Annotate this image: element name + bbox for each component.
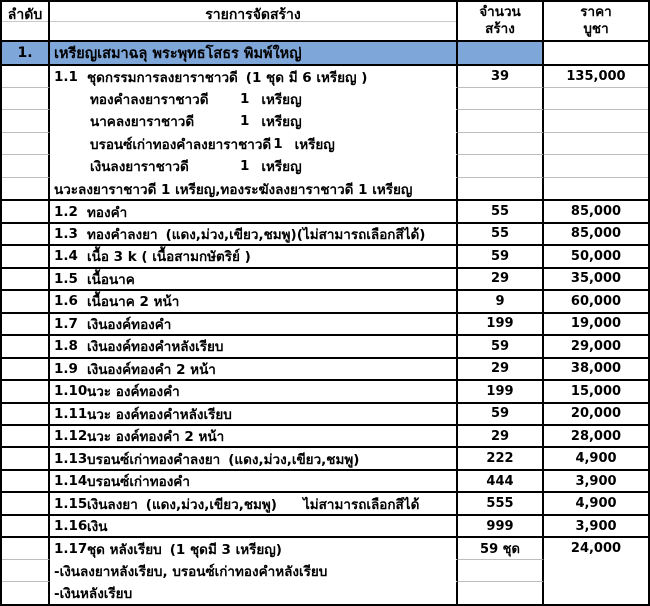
sub-item-row [2,109,648,131]
sub-item-unit: เหรียญ [261,91,302,108]
cell-description [50,446,458,468]
cell-order-no [2,581,50,603]
item-name: นวะ องค์ทองคำ 2 หน้า [87,429,225,446]
cell-price: 20,000 [544,402,648,424]
cell-quantity [458,581,544,603]
item-name: ทองคำลงยา [87,226,158,243]
item-row [2,222,648,244]
note-text: -เงินหลังเรียบ [54,585,133,602]
item-number: 1.17 [54,540,88,557]
item-note-extra: ไม่สามารถเลือกสีได้ [302,496,420,513]
cell-quantity: 59 [458,334,544,356]
cell-quantity: 29 [458,267,544,289]
sub-item-count: 1 [240,113,250,130]
cell-description [50,379,458,401]
cell-order-no [2,64,50,86]
item-name: ชุดกรรมการลงยาราชาวดี [87,69,238,86]
cell-order-no: 1. [2,42,50,64]
item-name: ทองคำ [87,204,128,221]
cell-price: 85,000 [544,222,648,244]
cell-description [50,402,458,424]
item-row [2,334,648,356]
cell-price: 28,000 [544,424,648,446]
cell-description [50,469,458,491]
cell-price [544,132,648,154]
item-number: 1.7 [54,315,78,332]
cell-price: 4,900 [544,491,648,513]
item-row [2,289,648,311]
item-note: (แดง,ม่วง,เขียว,ชมพู) [228,451,360,468]
note-text: นวะลงยาราชาวดี 1 เหรียญ,ทองระฆังลงยาราชาวดี 1 เหรียญ [54,181,413,198]
item-name: เงินองค์ทองคำหลังเรียบ [87,339,224,356]
item-name: เงินองค์ทองคำ [87,316,172,333]
section-title: เหรียญเสมาฉลุ พระพุทธโสธร พิมพ์ใหญ่ [54,45,302,62]
cell-price: 29,000 [544,334,648,356]
item-name: นวะ องค์ทองคำหลังเรียบ [87,406,232,423]
cell-description [50,514,458,536]
cell-quantity [458,42,544,64]
cell-price: 50,000 [544,244,648,266]
cell-price: 24,000 [544,536,648,558]
sub-item-count: 1 [240,158,250,175]
cell-description [50,109,458,131]
sub-item-name: ทองคำลงยาราชาวดี [90,91,209,108]
cell-quantity: 55 [458,222,544,244]
item-name: นวะ องค์ทองคำ [87,384,180,401]
cell-order-no [2,267,50,289]
cell-order-no [2,109,50,131]
item-name: เงินลงยา [87,496,138,513]
header-quantity-line2: สร้าง [485,21,515,37]
item-row [2,267,648,289]
cell-description [50,177,458,199]
sub-item-count: 1 [273,135,283,152]
cell-price [544,154,648,176]
cell-order-no [2,132,50,154]
cell-price: 85,000 [544,199,648,221]
cell-description [50,267,458,289]
cell-description [50,222,458,244]
sub-item-unit: เหรียญ [261,114,302,131]
item-row [2,244,648,266]
item-number: 1.13 [54,450,88,467]
item-number: 1.1 [54,68,78,85]
item-row [2,424,648,446]
item-note: (แดง,ม่วง,เขียว,ชมพู) [145,496,277,513]
cell-description [50,42,458,64]
cell-description [50,87,458,109]
cell-order-no [2,357,50,379]
cell-description [50,132,458,154]
cell-order-no [2,446,50,468]
cell-price [544,177,648,199]
cell-order-no [2,199,50,221]
cell-quantity: 59 [458,402,544,424]
item-number: 1.15 [54,495,88,512]
cell-description [50,154,458,176]
cell-price: 60,000 [544,289,648,311]
cell-order-no [2,491,50,513]
sub-item-row [2,132,648,154]
sub-item-name: เงินลงยาราชาวดี [90,159,189,176]
cell-order-no [2,312,50,334]
cell-quantity: 999 [458,514,544,536]
cell-order-no [2,289,50,311]
item-row [2,357,648,379]
cell-order-no [2,402,50,424]
item-number: 1.10 [54,383,88,400]
item-name: บรอนซ์เก่าทองคำลงยา [87,451,221,468]
item-name: เงินองค์ทองคำ 2 หน้า [87,361,216,378]
cell-description [50,491,458,513]
item-row [2,64,648,86]
cell-quantity: 444 [458,469,544,491]
header-description: รายการจัดสร้าง [50,2,458,40]
cell-price: 38,000 [544,357,648,379]
cell-quantity: 199 [458,312,544,334]
item-row [2,379,648,401]
cell-quantity: 555 [458,491,544,513]
cell-price [544,87,648,109]
item-note: (1 ชุด มี 6 เหรียญ ) [245,69,368,86]
cell-quantity: 59 ชุด [458,536,544,558]
cell-order-no [2,559,50,581]
item-row [2,469,648,491]
cell-order-no [2,244,50,266]
cell-description [50,424,458,446]
cell-price: 15,000 [544,379,648,401]
cell-price: 19,000 [544,312,648,334]
item-number: 1.8 [54,338,78,355]
sub-item-count: 1 [240,90,250,107]
footnote-row [2,559,648,581]
item-number: 1.11 [54,405,88,422]
cell-order-no [2,177,50,199]
cell-order-no [2,379,50,401]
table-header-row [2,2,648,42]
item-number: 1.9 [54,360,78,377]
cell-order-no [2,334,50,356]
item-name: เงิน [87,519,108,536]
cell-order-no [2,87,50,109]
cell-description [50,289,458,311]
cell-description [50,334,458,356]
sub-item-row [2,87,648,109]
cell-price: 3,900 [544,514,648,536]
item-row [2,402,648,424]
cell-order-no [2,424,50,446]
sub-item-name: นาคลงยาราชาวดี [90,114,195,131]
item-name: เนื้อ 3 k ( เนื้อสามกษัตริย์ ) [87,249,251,266]
cell-quantity: 199 [458,379,544,401]
cell-order-no [2,514,50,536]
cell-quantity [458,154,544,176]
header-order-no: ลำดับ [2,2,50,40]
item-number: 1.3 [54,225,78,242]
sub-item-row [2,154,648,176]
item-row [2,446,648,468]
cell-quantity [458,109,544,131]
cell-quantity: 39 [458,64,544,86]
header-price-line1: ราคา [580,4,612,20]
cell-quantity [458,177,544,199]
cell-description [50,536,458,558]
item-number: 1.16 [54,518,88,535]
item-name: บรอนซ์เก่าทองคำ [87,474,190,491]
cell-description [50,357,458,379]
sub-item-name: บรอนซ์เก่าทองคำลงยาราชาวดี [90,136,272,153]
cell-price: 35,000 [544,267,648,289]
item-number: 1.5 [54,270,78,287]
item-row [2,514,648,536]
cell-quantity: 222 [458,446,544,468]
section-row [2,42,648,64]
footnote-row [2,581,648,603]
item-name: เนื้อนาค [87,271,135,288]
item-note: (1 ชุดมี 3 เหรียญ) [169,541,282,558]
cell-quantity [458,132,544,154]
sub-item-unit: เหรียญ [261,159,302,176]
cell-order-no [2,536,50,558]
item-row [2,199,648,221]
header-quantity [458,2,544,40]
cell-quantity [458,87,544,109]
item-number: 1.4 [54,248,78,265]
item-number: 1.12 [54,428,88,445]
sub-note-row [2,177,648,199]
sub-item-unit: เหรียญ [294,136,335,153]
cell-description [50,312,458,334]
cell-quantity: 55 [458,199,544,221]
cell-description [50,244,458,266]
item-note: (แดง,ม่วง,เขียว,ชมพู)(ไม่สามารถเลือกสีได้) [165,226,426,243]
cell-quantity [458,559,544,581]
item-number: 1.14 [54,473,88,490]
cell-price: 4,900 [544,446,648,468]
cell-price: 135,000 [544,64,648,86]
cell-price [544,581,648,603]
header-price-line2: บูชา [583,21,609,37]
table-body [2,42,648,604]
item-name: ชุด หลังเรียบ [87,541,162,558]
note-text: -เงินลงยาหลังเรียบ, บรอนซ์เก่าทองคำหลังเรียบ [54,563,328,580]
item-row [2,491,648,513]
cell-quantity: 29 [458,424,544,446]
cell-order-no [2,222,50,244]
cell-description [50,559,458,581]
item-number: 1.6 [54,293,78,310]
cell-quantity: 59 [458,244,544,266]
item-row [2,312,648,334]
cell-description [50,199,458,221]
cell-price [544,42,648,64]
item-row [2,536,648,558]
item-number: 1.2 [54,203,78,220]
cell-price [544,559,648,581]
cell-order-no [2,469,50,491]
header-quantity-line1: จำนวน [479,4,521,20]
cell-description [50,64,458,86]
cell-price: 3,900 [544,469,648,491]
cell-price [544,109,648,131]
cell-order-no [2,154,50,176]
cell-description [50,581,458,603]
header-price [544,2,648,40]
cell-quantity: 9 [458,289,544,311]
cell-quantity: 29 [458,357,544,379]
item-name: เนื้อนาค 2 หน้า [87,294,180,311]
